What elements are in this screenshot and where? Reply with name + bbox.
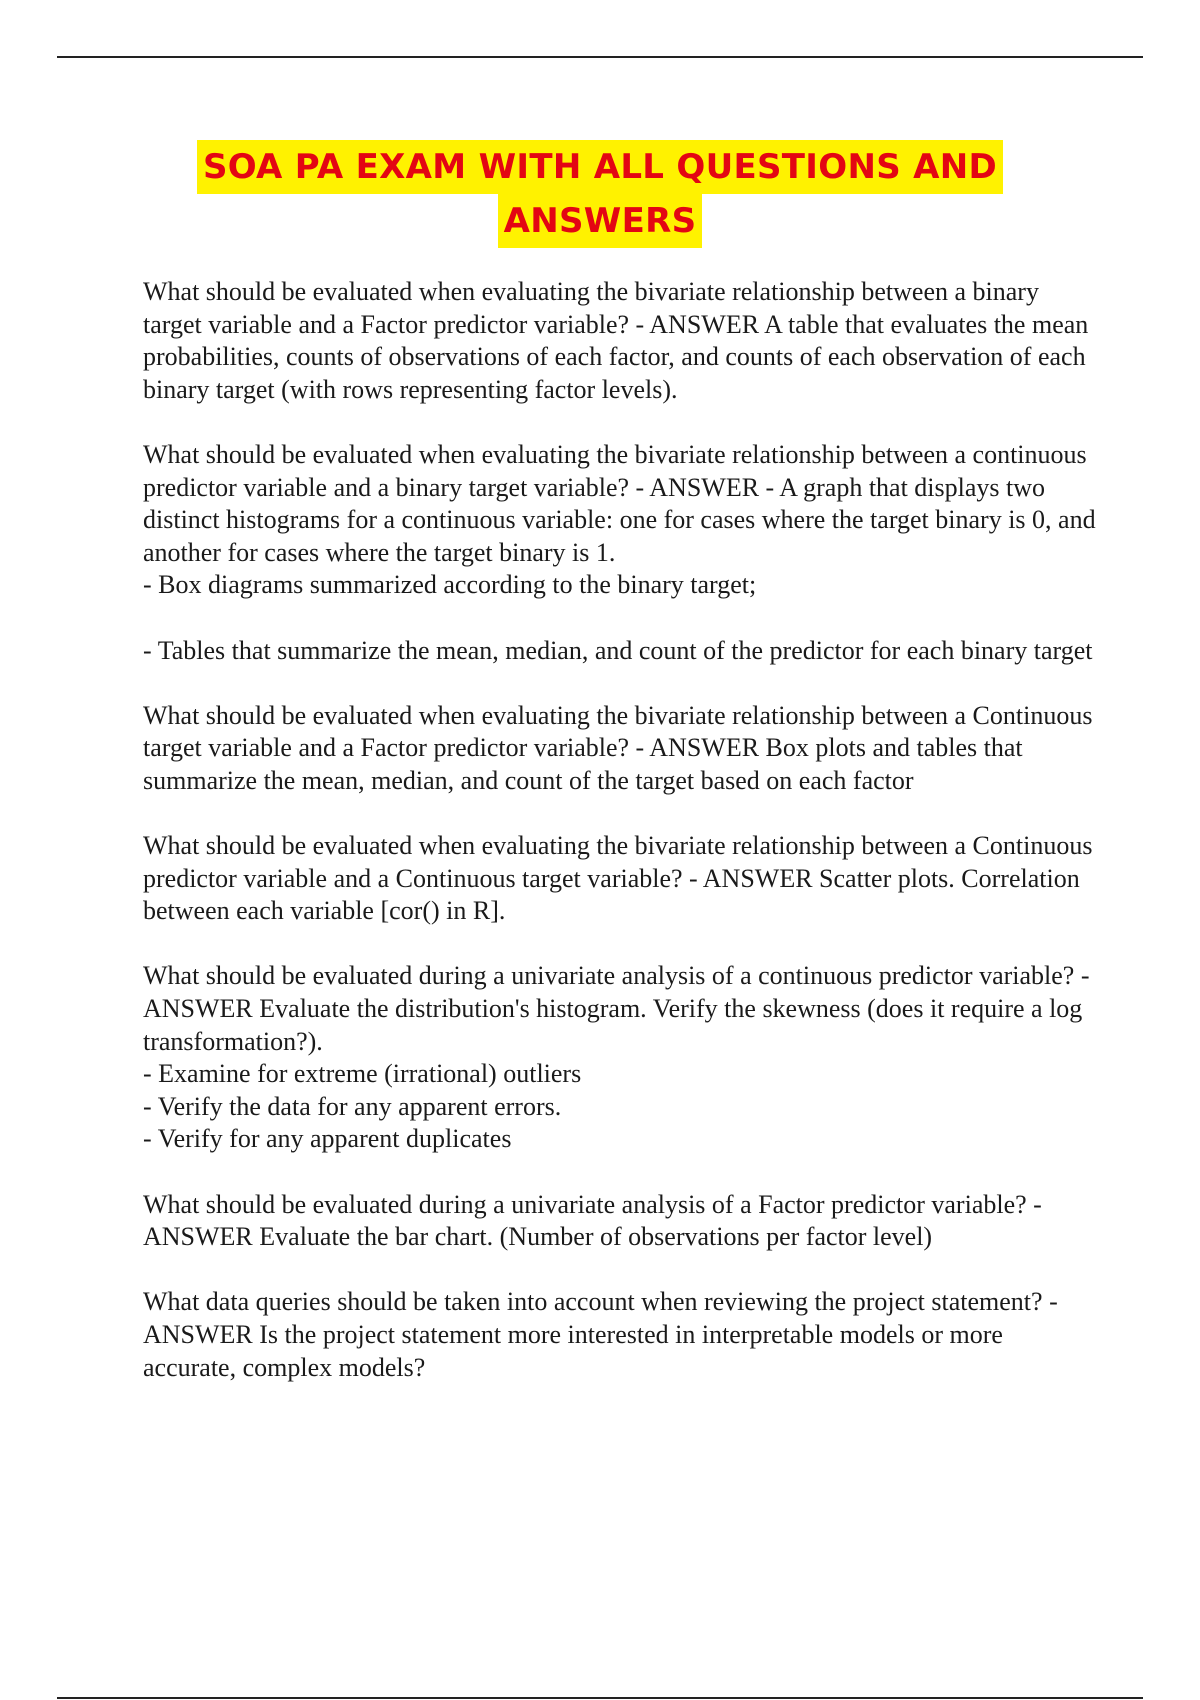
qa-text: What should be evaluated when evaluating the bivariate relationship between a continuous predictor variable and a binary target variable? - ANSWER - A graph that displays two distinct histograms for a continuous variable: one for cases where the target binary is 0, and another for cases where the target binary is 1. (143, 439, 1096, 567)
qa-entry (143, 439, 1098, 667)
title-line-1: SOA PA EXAM WITH ALL QUESTIONS AND (197, 140, 1003, 194)
qa-text: What data queries should be taken into account when reviewing the project statement? - ANSWER Is the project statement more interested in interpretable models or more accurate, complex models? (143, 1287, 1058, 1382)
qa-entry (143, 960, 1098, 1156)
qa-bullet: - Examine for extreme (irrational) outliers (143, 1059, 582, 1089)
header-rule (57, 56, 1143, 58)
qa-text: What should be evaluated during a univariate analysis of a Factor predictor variable? - ANSWER Evaluate the bar chart. (Number of observations per factor level) (143, 1189, 1042, 1252)
qa-text: What should be evaluated during a univariate analysis of a continuous predictor variable? - ANSWER Evaluate the distribution's histogram. Verify the skewness (does it require a log transformation?). (143, 961, 1090, 1056)
qa-bullet: - Verify the data for any apparent errors. (143, 1091, 562, 1121)
qa-entry (143, 1189, 1098, 1254)
qa-bullet: - Box diagrams summarized according to the binary target; (143, 570, 757, 600)
qa-entry (143, 276, 1098, 406)
qa-entry (143, 830, 1098, 928)
document-title (0, 140, 1200, 248)
qa-list (143, 276, 1098, 1417)
qa-bullet: - Tables that summarize the mean, median, and count of the predictor for each binary target (143, 635, 1093, 665)
qa-entry (143, 1286, 1098, 1384)
qa-entry (143, 700, 1098, 798)
qa-text: What should be evaluated when evaluating the bivariate relationship between a Continuous predictor variable and a Continuous target variable? - ANSWER Scatter plots. Correlation between each variable [cor() in R]. (143, 831, 1093, 926)
title-line-2: ANSWERS (498, 194, 703, 248)
qa-text: What should be evaluated when evaluating the bivariate relationship between a Continuous target variable and a Factor predictor variable? - ANSWER Box plots and tables that summarize the mean, median, and count of the target based on each factor (143, 700, 1093, 795)
qa-text: What should be evaluated when evaluating the bivariate relationship between a binary target variable and a Factor predictor variable? - ANSWER A table that evaluates the mean probabilities, counts of observations of each factor, and counts of each observation of each binary target (with rows representing factor levels). (143, 277, 1089, 404)
footer-rule (57, 1697, 1143, 1699)
qa-bullet: - Verify for any apparent duplicates (143, 1124, 512, 1154)
